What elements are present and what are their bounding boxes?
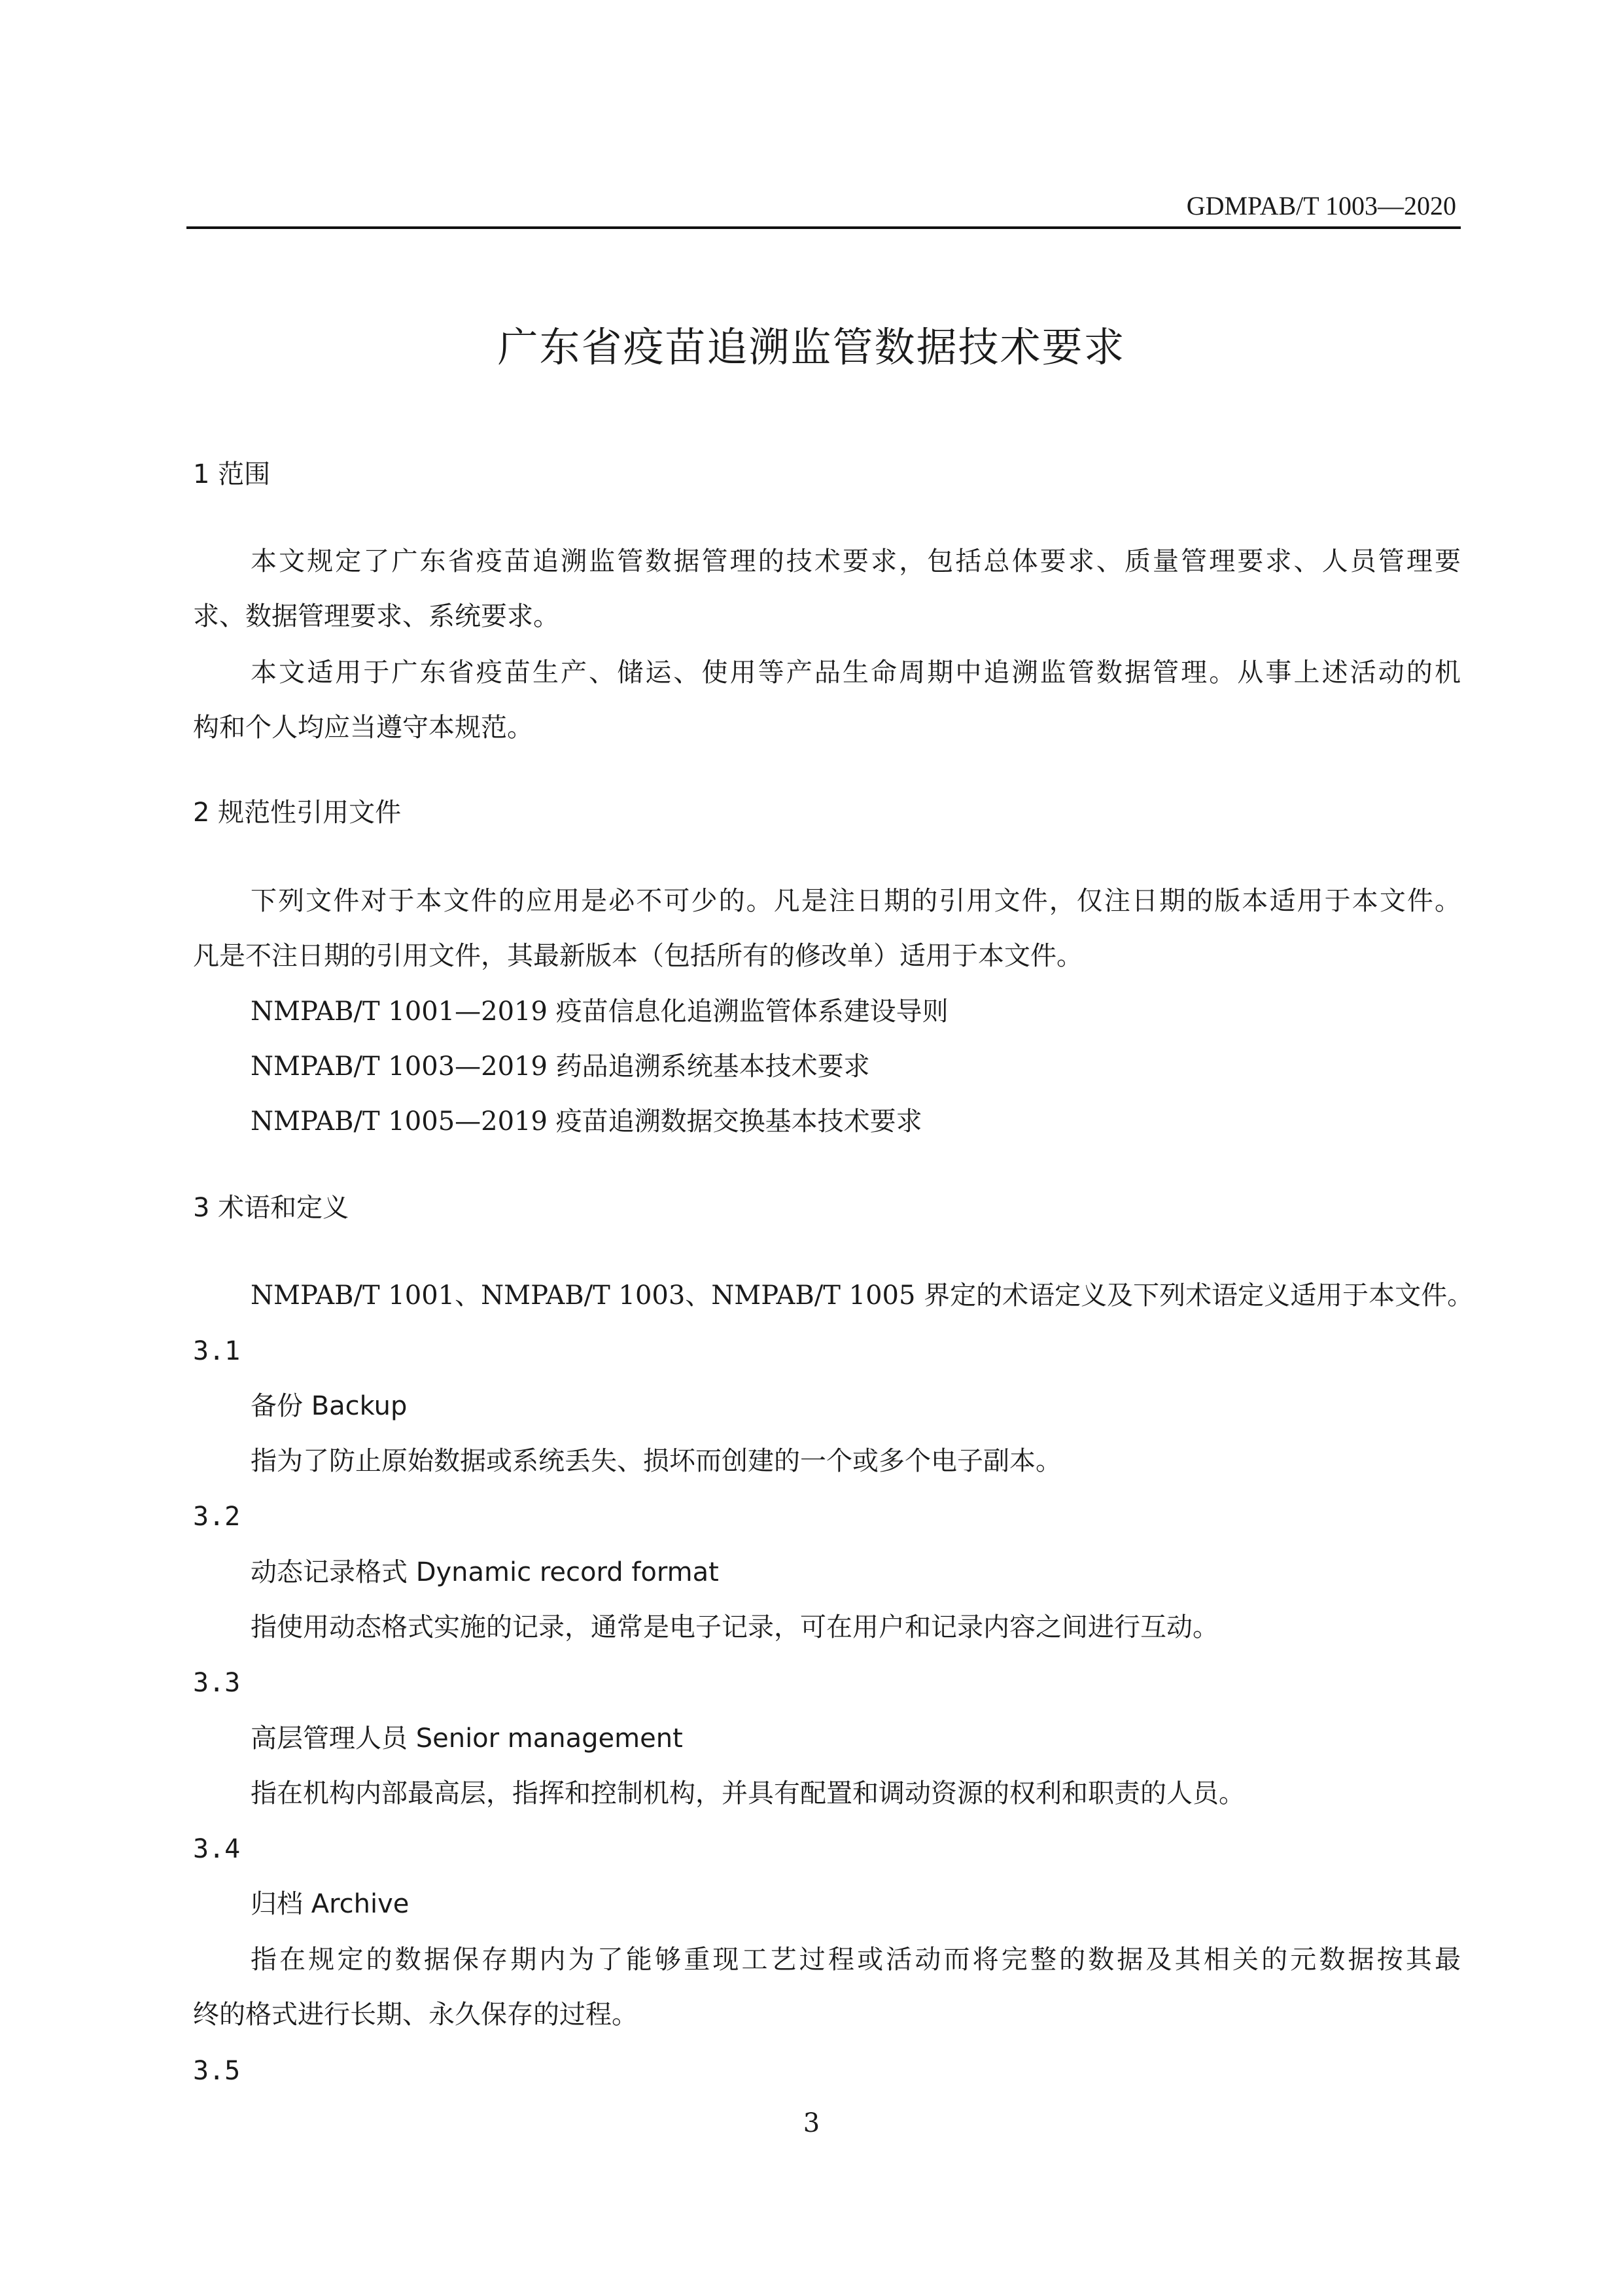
section-2-para-line-2: 凡是不注日期的引用文件，其最新版本（包括所有的修改单）适用于本文件。 xyxy=(193,941,1083,971)
term-name: 高层管理人员 Senior management xyxy=(251,1723,683,1754)
term-number: 3.4 xyxy=(193,1834,241,1864)
term-name: 备份 Backup xyxy=(251,1391,408,1421)
term-definition-line-1: 指在规定的数据保存期内为了能够重现工艺过程或活动而将完整的数据及其相关的元数据按其最 xyxy=(251,1945,1461,1975)
term-number: 3.1 xyxy=(193,1336,241,1366)
reference-item: NMPAB/T 1001—2019 疫苗信息化追溯监管体系建设导则 xyxy=(251,997,949,1027)
section-1-para-1-line-2: 求、数据管理要求、系统要求。 xyxy=(193,601,559,631)
reference-item: NMPAB/T 1003—2019 药品追溯系统基本技术要求 xyxy=(251,1051,870,1082)
section-1-para-1-line-1: 本文规定了广东省疫苗追溯监管数据管理的技术要求，包括总体要求、质量管理要求、人员管理要 xyxy=(251,546,1461,576)
section-3-intro: NMPAB/T 1001、NMPAB/T 1003、NMPAB/T 1005 界定的术语定义及下列术语定义适用于本文件。 xyxy=(251,1280,1474,1311)
term-number: 3.3 xyxy=(193,1668,241,1698)
term-definition-line-2: 终的格式进行长期、永久保存的过程。 xyxy=(193,2000,638,2030)
reference-item: NMPAB/T 1005—2019 疫苗追溯数据交换基本技术要求 xyxy=(251,1106,922,1137)
section-2-para-line-1: 下列文件对于本文件的应用是必不可少的。凡是注日期的引用文件，仅注日期的版本适用于本文件。 xyxy=(251,886,1461,916)
section-1-para-2-line-1: 本文适用于广东省疫苗生产、储运、使用等产品生命周期中追溯监管数据管理。从事上述活动的机 xyxy=(251,658,1461,688)
section-1-para-2-line-2: 构和个人均应当遵守本规范。 xyxy=(193,713,533,743)
term-number: 3.5 xyxy=(193,2056,241,2086)
term-definition: 指为了防止原始数据或系统丢失、损坏而创建的一个或多个电子副本。 xyxy=(251,1446,1062,1476)
term-name: 归档 Archive xyxy=(251,1889,410,1919)
term-number: 3.2 xyxy=(193,1502,241,1532)
section-1-heading: 1 范围 xyxy=(193,459,271,489)
page-title: 广东省疫苗追溯监管数据技术要求 xyxy=(497,323,1126,371)
term-definition: 指在机构内部最高层，指挥和控制机构，并具有配置和调动资源的权利和职责的人员。 xyxy=(251,1778,1245,1809)
term-definition: 指使用动态格式实施的记录，通常是电子记录，可在用户和记录内容之间进行互动。 xyxy=(251,1612,1219,1642)
header-rule xyxy=(186,226,1461,229)
section-2-heading: 2 规范性引用文件 xyxy=(193,798,402,828)
page-number: 3 xyxy=(803,2108,820,2138)
section-3-heading: 3 术语和定义 xyxy=(193,1193,349,1223)
term-name: 动态记录格式 Dynamic record format xyxy=(251,1557,719,1587)
header-doc-code: GDMPAB/T 1003—2020 xyxy=(1186,191,1456,221)
